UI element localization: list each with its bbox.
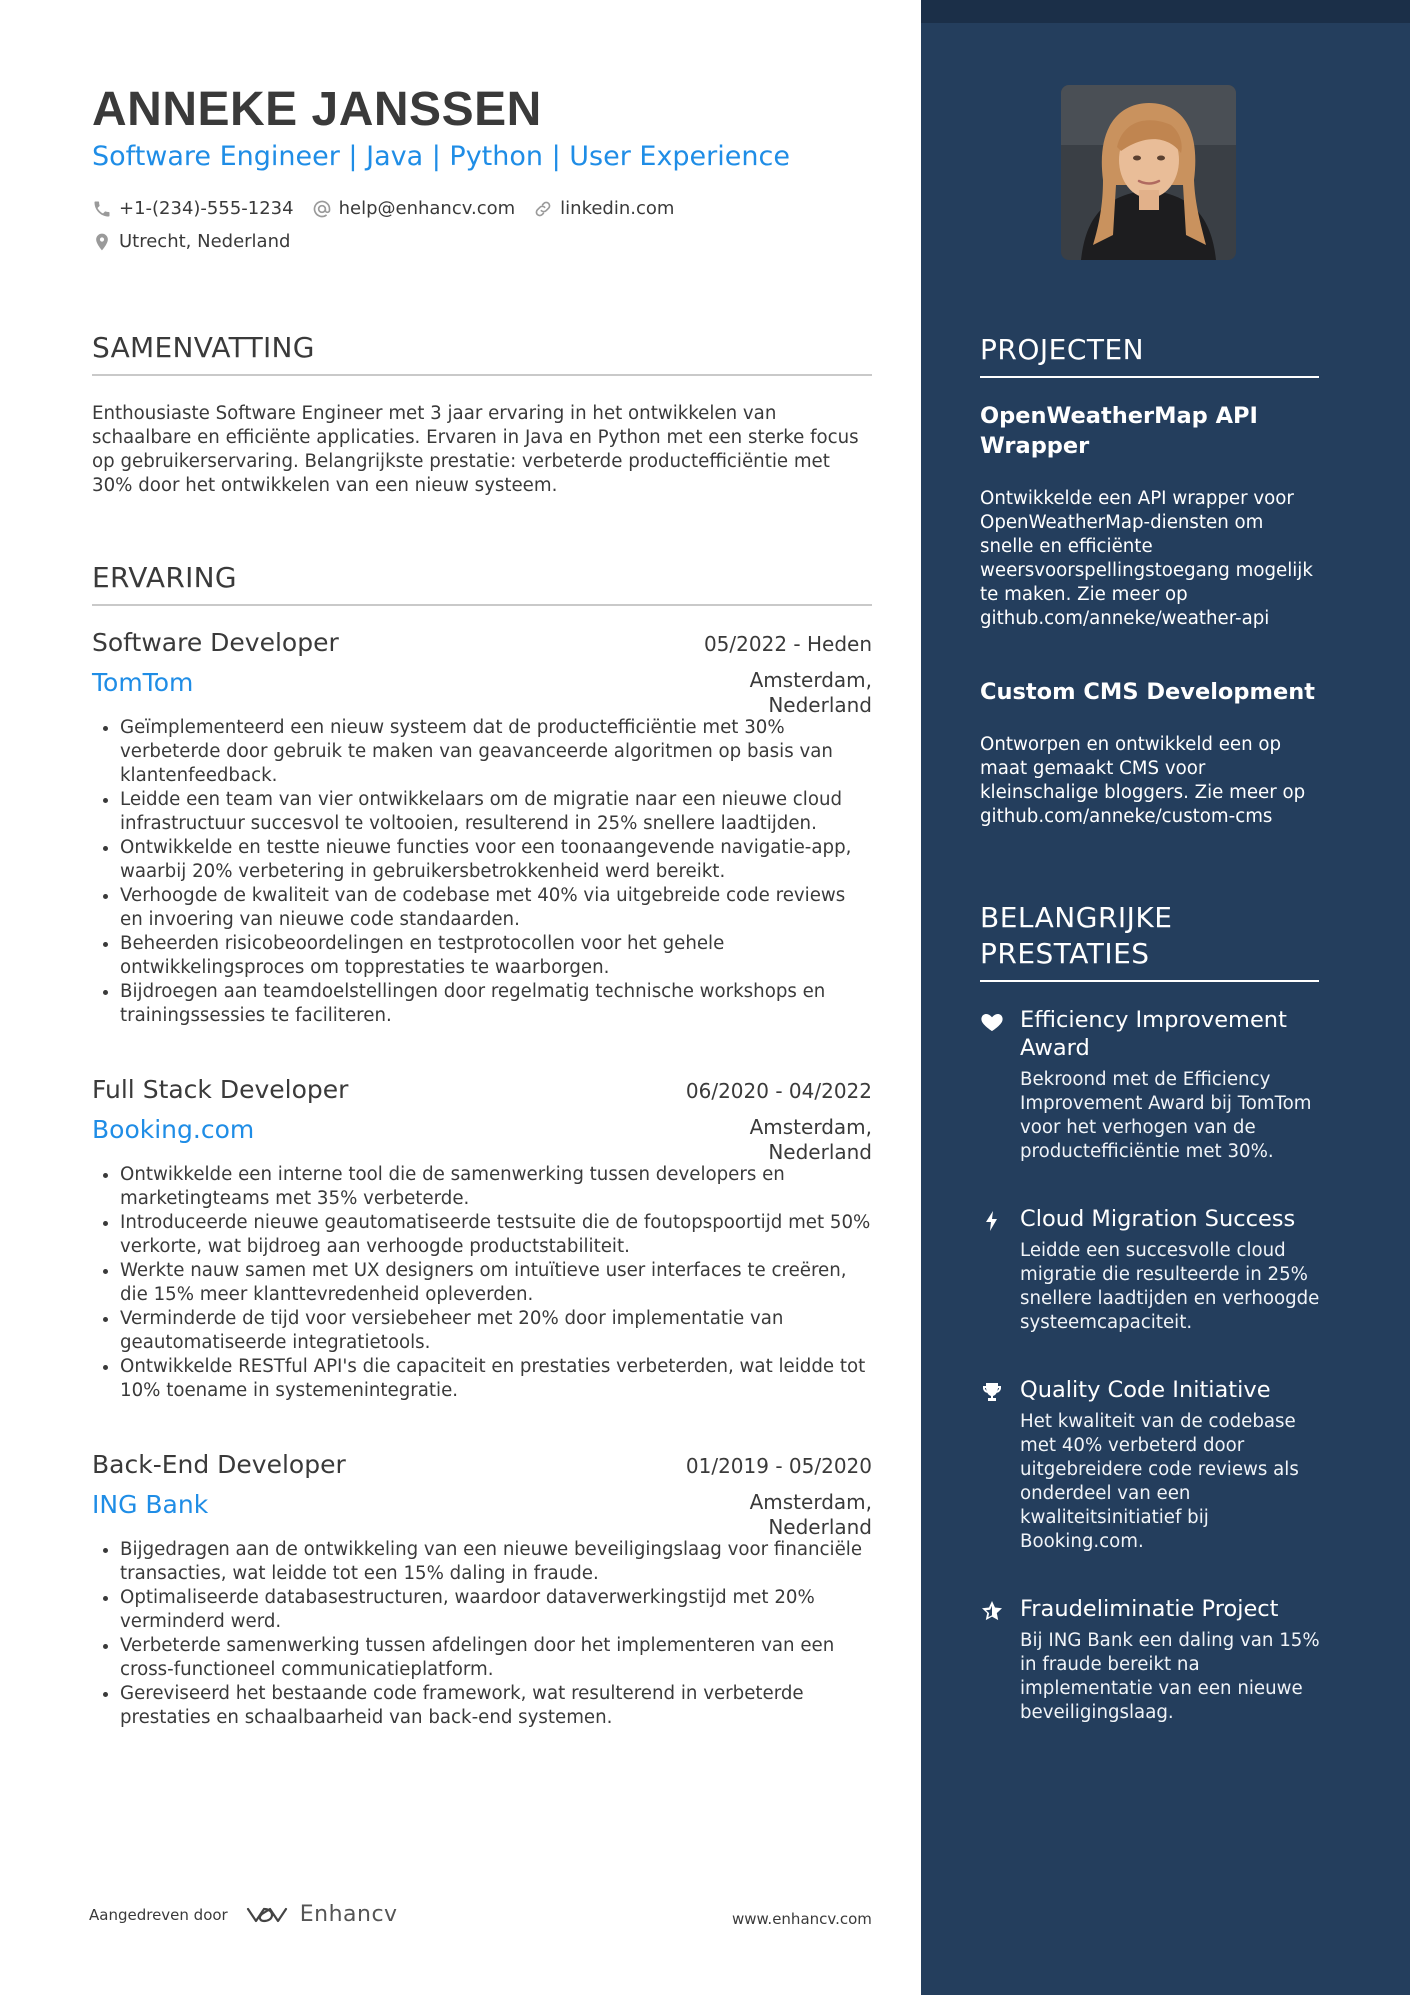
achievement-description: Bekroond met de Efficiency Improvement Award bij TomTom voor het verhogen van de productefficiëntie met 30%.: [1020, 1069, 1312, 1162]
location-text: Utrecht, Nederland: [119, 231, 291, 252]
list-item: • Introduceerde nieuwe geautomatiseerde testsuite die de foutopspoortijd met 50% verkorte, wat bijdroeg aan verhoogde productstabiliteit.: [120, 1211, 872, 1259]
list-item: • Leidde een team van vier ontwikkelaars om de migratie naar een nieuwe cloud infrastructuur succesvol te voltooien, resulterend in 25% snellere laadtijden.: [120, 788, 872, 836]
list-item: • Bijgedragen aan de ontwikkeling van een nieuwe beveiligingslaag voor financiële transacties, wat leidde tot een 15% daling in fraude.: [120, 1538, 872, 1586]
list-item: • Beheerden risicobeoordelingen en testprotocollen voor het gehele ontwikkelingsproces om topprestaties te waarborgen.: [120, 932, 872, 980]
list-item: • Gereviseerd het bestaande code framework, wat resulterend in verbeterde prestaties en schaalbaarheid van back-end systemen.: [120, 1682, 872, 1730]
contact-phone[interactable]: [92, 198, 294, 219]
job-date: 05/2022 - Heden: [703, 632, 872, 656]
project-item: [980, 401, 1320, 631]
achievement-title: Efficiency Improvement Award: [1020, 1007, 1287, 1061]
job-title: Back-End Developer: [92, 1450, 346, 1479]
at-icon: [312, 199, 332, 219]
phone-text: +1-(234)-555-1234: [119, 198, 294, 219]
achievement-item: [980, 1376, 1325, 1554]
job-location: Amsterdam, Nederland: [749, 1490, 872, 1539]
candidate-name: ANNEKE JANSSEN: [92, 83, 542, 136]
list-item: • Optimaliseerde databasestructuren, waardoor dataverwerkingstijd met 20% verminderd werd.: [120, 1586, 872, 1634]
projects-heading: PROJECTEN: [980, 332, 1319, 378]
contact-email[interactable]: [312, 198, 516, 219]
powered-by-text: Aangedreven door: [89, 1905, 228, 1924]
link-icon: [533, 199, 553, 219]
job-location: Amsterdam, Nederland: [749, 668, 872, 717]
achievement-description: Het kwaliteit van de codebase met 40% verbeterd door uitgebreidere code reviews als onderdeel van een kwaliteitsinitiatief bij Booking.com.: [1020, 1411, 1299, 1552]
achievement-item: [980, 1205, 1325, 1335]
list-item: • Geïmplementeerd een nieuw systeem dat de productefficiëntie met 30% verbeterde door gebruik te maken van geavanceerde algoritmen op basis van klantenfeedback.: [120, 716, 872, 788]
achievement-description: Leidde een succesvolle cloud migratie die resulteerde in 25% snellere laadtijden en verhoogde systeemcapaciteit.: [1020, 1240, 1320, 1333]
contact-info: [92, 196, 692, 262]
profile-photo: [1061, 85, 1236, 260]
list-item: • Verbeterde samenwerking tussen afdelingen door het implementeren van een cross-functioneel communicatieplatform.: [120, 1634, 872, 1682]
project-item: [980, 677, 1320, 829]
job-entry: [92, 1450, 872, 1730]
project-description: Ontwikkelde een API wrapper voor OpenWeatherMap-diensten om snelle en efficiënte weersvoorspellingstoegang mogelijk te maken. Zie meer op github.com/anneke/weather-api: [980, 488, 1313, 629]
lightning-icon: [980, 1209, 1004, 1233]
summary-heading: SAMENVATTING: [92, 331, 872, 376]
job-bullets: [92, 716, 872, 1028]
list-item: • Verhoogde de kwaliteit van de codebase met 40% via uitgebreide code reviews en invoering van nieuwe code standaarden.: [120, 884, 872, 932]
linkedin-text: linkedin.com: [560, 198, 675, 219]
job-company[interactable]: TomTom: [92, 668, 194, 697]
job-title: Full Stack Developer: [92, 1075, 349, 1104]
job-entry: [92, 1075, 872, 1403]
contact-linkedin[interactable]: [533, 198, 674, 219]
achievement-description: Bij ING Bank een daling van 15% in fraude bereikt na implementatie van een nieuwe beveiligingslaag.: [1020, 1630, 1320, 1723]
achievement-item: [980, 1595, 1325, 1725]
project-description: Ontworpen en ontwikkeld een op maat gemaakt CMS voor kleinschalige bloggers. Zie meer op github.com/anneke/custom-cms: [980, 734, 1306, 827]
enhancv-logo-icon: [244, 1903, 290, 1927]
location-pin-icon: [92, 232, 112, 252]
headline: Software Engineer | Java | Python | User Experience: [92, 141, 790, 172]
job-company[interactable]: Booking.com: [92, 1115, 255, 1144]
footer-powered-by: [89, 1902, 398, 1927]
footer-website[interactable]: www.enhancv.com: [732, 1910, 872, 1928]
star-icon: [980, 1599, 1004, 1623]
achievement-title: Quality Code Initiative: [1020, 1377, 1271, 1403]
job-location: Amsterdam, Nederland: [749, 1115, 872, 1164]
heart-icon: [980, 1010, 1004, 1034]
trophy-icon: [980, 1380, 1004, 1404]
job-date: 01/2019 - 05/2020: [685, 1454, 872, 1478]
job-entry: [92, 628, 872, 1028]
achievement-title: Fraudeliminatie Project: [1020, 1596, 1279, 1622]
list-item: • Ontwikkelde en testte nieuwe functies voor een toonaangevende navigatie-app, waarbij 20% verbetering in gebruikersbetrokkenheid werd bereikt.: [120, 836, 872, 884]
project-title: OpenWeatherMap API Wrapper: [980, 403, 1258, 459]
list-item: • Ontwikkelde RESTful API's die capaciteit en prestaties verbeterden, wat leidde tot 10% toename in systemenintegratie.: [120, 1355, 872, 1403]
experience-heading: ERVARING: [92, 561, 872, 606]
summary-text: Enthousiaste Software Engineer met 3 jaar ervaring in het ontwikkelen van schaalbare en efficiënte applicaties. Ervaren in Java en Python met een sterke focus op gebruikerservaring. Belangrijkste prestatie: verbeterde productefficiëntie met 30% door het ontwikkelen van een nieuw systeem.: [92, 403, 859, 496]
job-bullets: [92, 1538, 872, 1730]
list-item: • Ontwikkelde een interne tool die de samenwerking tussen developers en marketingteams met 35% verbeterde.: [120, 1163, 872, 1211]
list-item: • Bijdroegen aan teamdoelstellingen door regelmatig technische workshops en trainingssessies te faciliteren.: [120, 980, 872, 1028]
contact-location: [92, 231, 290, 252]
list-item: • Verminderde de tijd voor versiebeheer met 20% door implementatie van geautomatiseerde integratietools.: [120, 1307, 872, 1355]
email-text: help@enhancv.com: [338, 198, 516, 219]
achievements-heading: BELANGRIJKE PRESTATIES: [980, 900, 1319, 982]
sidebar: [921, 0, 1410, 1995]
project-title: Custom CMS Development: [980, 679, 1315, 705]
achievement-title: Cloud Migration Success: [1020, 1206, 1296, 1232]
brand-name[interactable]: Enhancv: [299, 1902, 398, 1927]
sidebar-top-band: [921, 0, 1410, 23]
job-date: 06/2020 - 04/2022: [685, 1079, 872, 1103]
list-item: • Werkte nauw samen met UX designers om intuïtieve user interfaces te creëren, die 15% meer klanttevredenheid opleverden.: [120, 1259, 872, 1307]
job-company[interactable]: ING Bank: [92, 1490, 209, 1519]
job-title: Software Developer: [92, 628, 339, 657]
job-bullets: [92, 1163, 872, 1403]
achievement-item: [980, 1006, 1325, 1164]
phone-icon: [92, 199, 112, 219]
